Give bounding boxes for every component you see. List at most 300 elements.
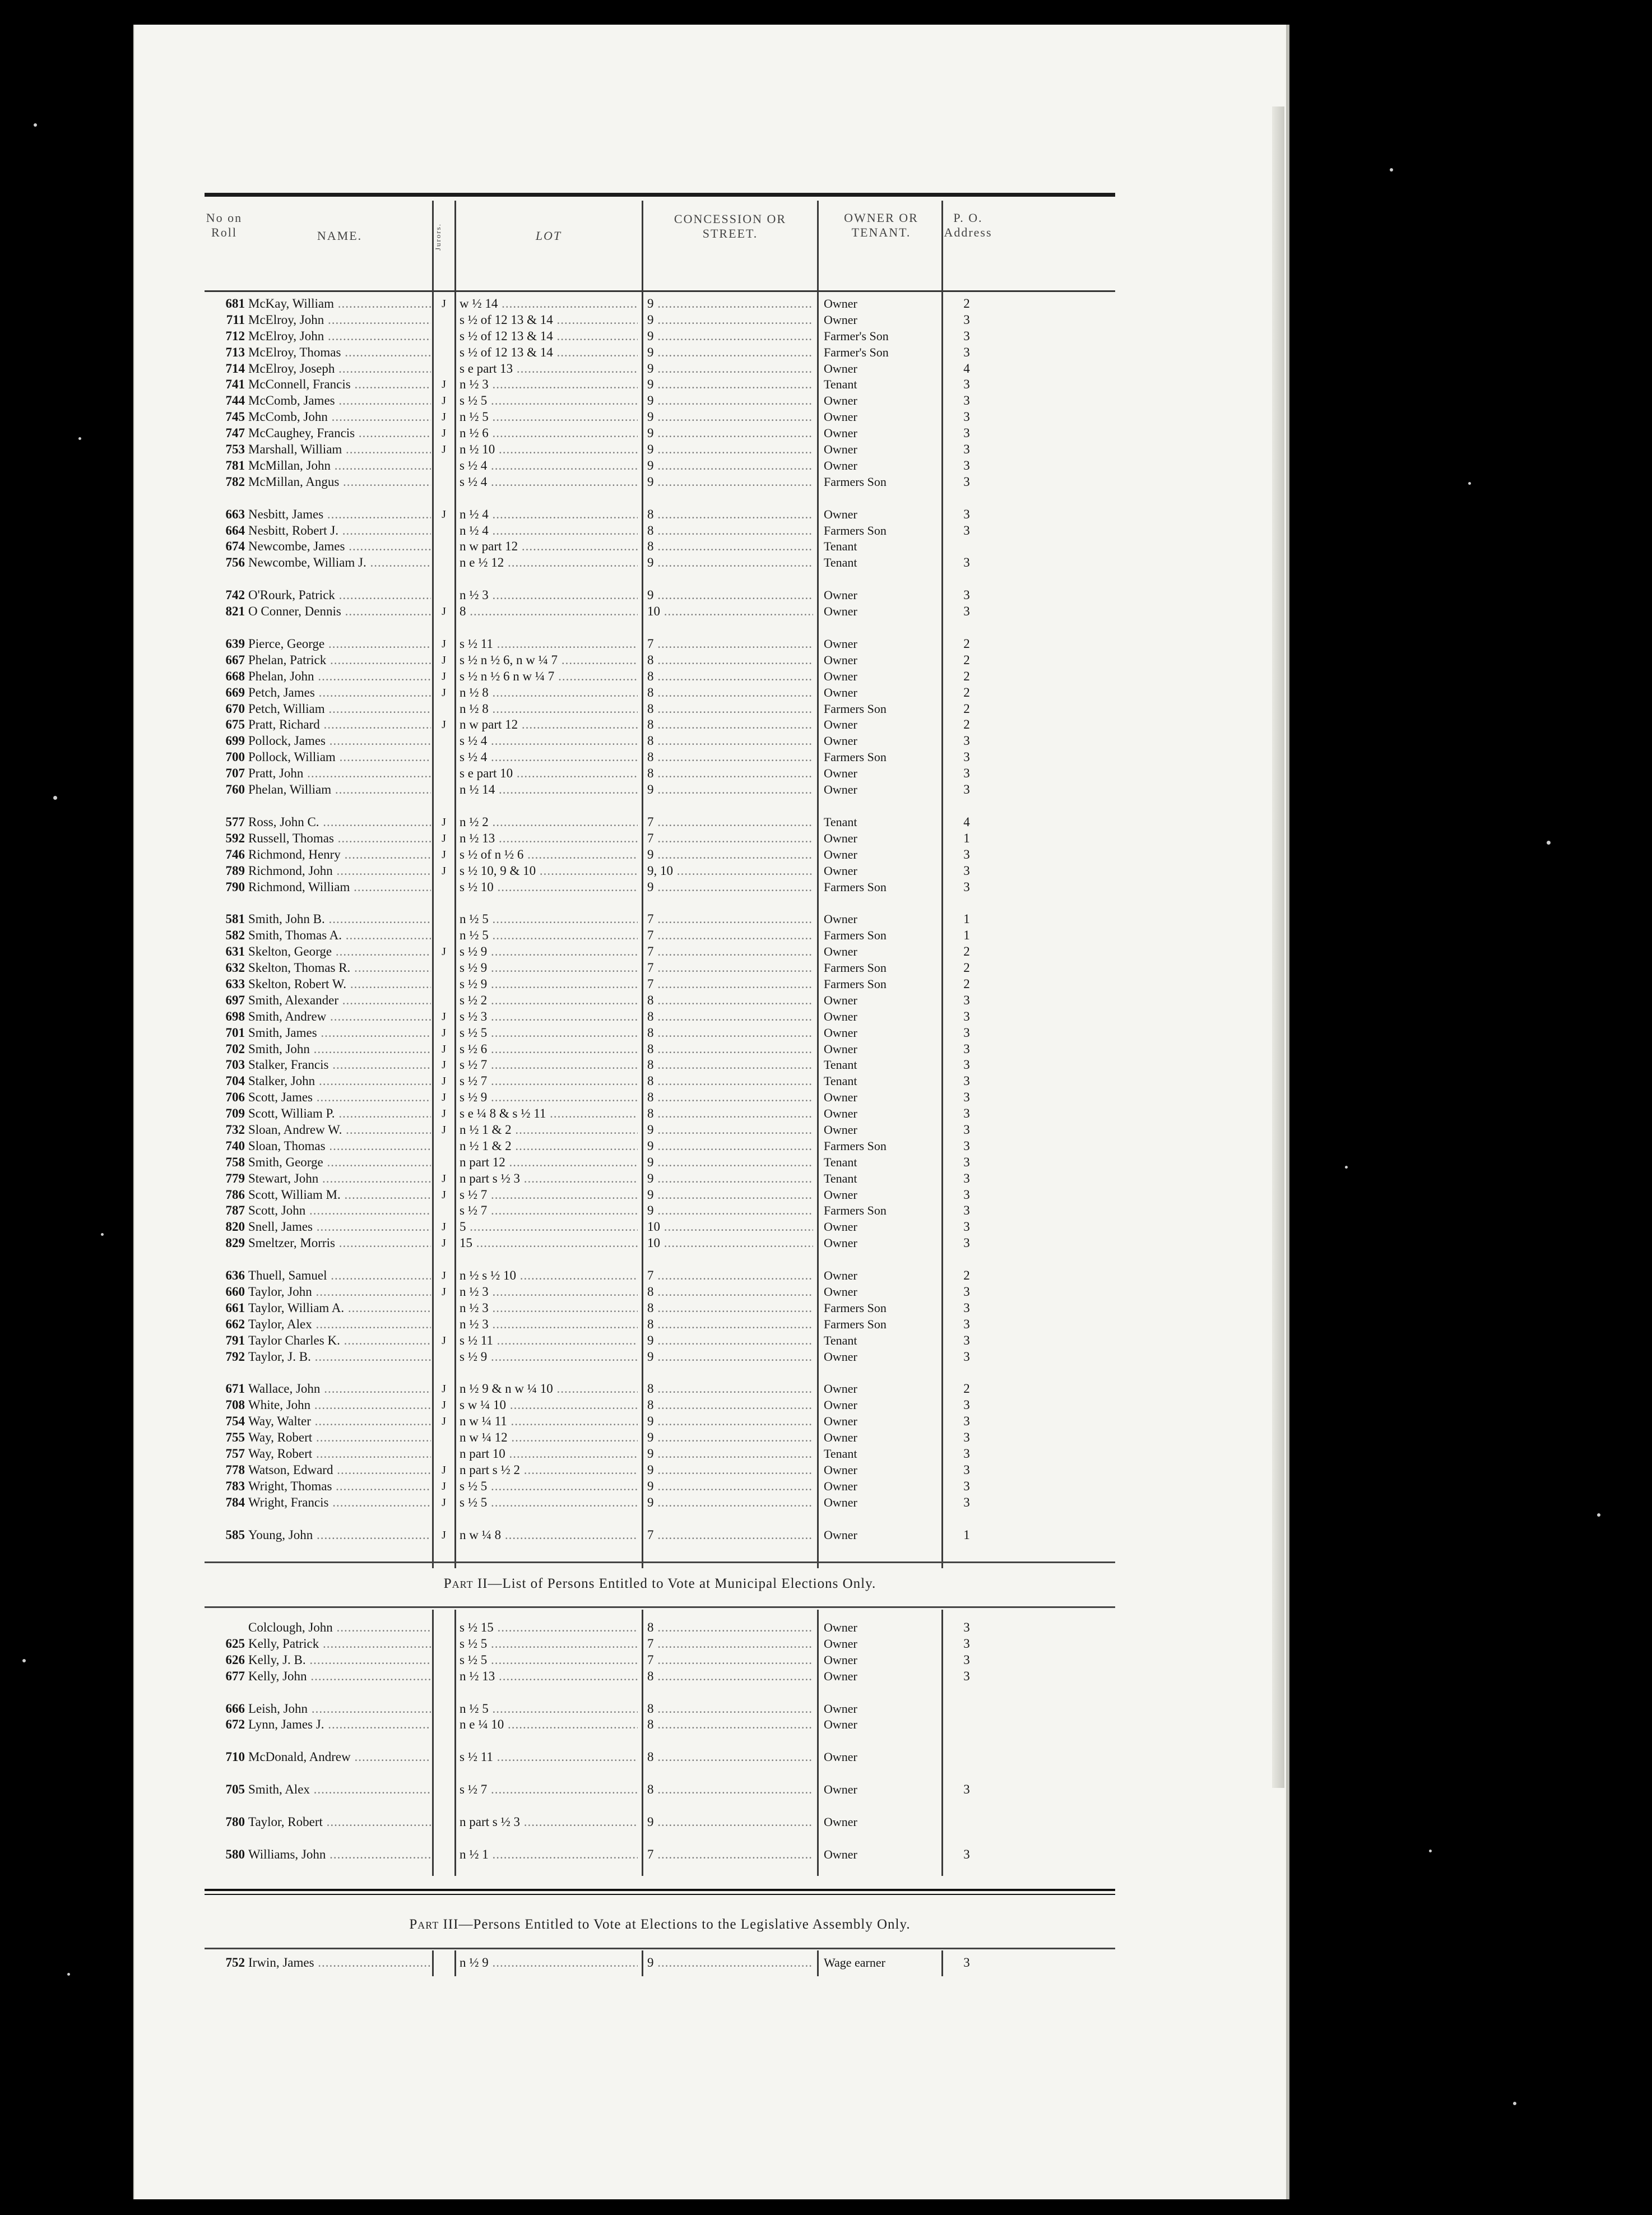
roll-number: 660 (225, 1284, 245, 1299)
lot: n ½ 10 ..... (460, 442, 638, 458)
voter-row (205, 1446, 1115, 1462)
roll-number: 789 (225, 863, 245, 878)
roll-number: 666 (225, 1701, 245, 1716)
voter-row (205, 328, 1115, 345)
owner-or-tenant: Tenant (824, 1447, 857, 1461)
roll-number: 670 (225, 701, 245, 716)
voter-name: Sloan, Thomas ..... (248, 1138, 431, 1155)
voter-name: Petch, James ..... (248, 685, 431, 701)
roll-number: 758 (225, 1155, 245, 1169)
po-address: 1 (963, 912, 970, 926)
owner-or-tenant: Farmers Son (824, 1203, 887, 1218)
lot: s ½ 5 ..... (460, 1652, 638, 1669)
po-address: 3 (963, 1636, 970, 1651)
roll-number: 752 (225, 1955, 245, 1970)
po-address: 3 (963, 863, 970, 878)
concession: 8 ..... (647, 1397, 813, 1414)
juror-mark: J (442, 1123, 446, 1136)
voter-name: Taylor, John ..... (248, 1284, 431, 1300)
po-address: 3 (963, 1106, 970, 1121)
roll-number: 784 (225, 1495, 245, 1509)
concession: 8 ..... (647, 1073, 813, 1090)
concession: 9 ..... (647, 1333, 813, 1349)
concession: 7 ..... (647, 814, 813, 831)
lot: n e ¼ 10 ..... (460, 1717, 638, 1733)
roll-number: 821 (225, 604, 245, 619)
owner-or-tenant: Owner (824, 1620, 857, 1634)
po-address: 2 (963, 944, 970, 959)
part2-top-rule (205, 1561, 1115, 1563)
roll-number: 700 (225, 750, 245, 764)
lot: s e part 13 ..... (460, 361, 638, 377)
owner-or-tenant: Tenant (824, 1074, 857, 1088)
owner-or-tenant: Owner (824, 1268, 857, 1283)
roll-number: 755 (225, 1430, 245, 1445)
concession: 8 ..... (647, 507, 813, 523)
concession: 8 ..... (647, 1025, 813, 1041)
lot: s ½ 7 ..... (460, 1073, 638, 1090)
lot: 5 ..... (460, 1219, 638, 1235)
header-no-on-roll: No on Roll (206, 211, 243, 239)
voter-row (205, 1479, 1115, 1495)
voter-row (205, 749, 1115, 766)
concession: 8 ..... (647, 652, 813, 669)
voter-name: Taylor, Robert ..... (248, 1814, 431, 1831)
voter-name: McComb, John ..... (248, 409, 431, 425)
voter-row (205, 1138, 1115, 1155)
po-address: 3 (963, 1349, 970, 1364)
owner-or-tenant: Owner (824, 1782, 857, 1797)
voter-name: Nesbitt, Robert J. ..... (248, 523, 431, 539)
concession: 9 ..... (647, 442, 813, 458)
lot: s ½ 6 ..... (460, 1041, 638, 1058)
voter-name: Kelly, Patrick ..... (248, 1636, 431, 1652)
voter-row (205, 1814, 1115, 1831)
owner-or-tenant: Wage earner (824, 1955, 885, 1970)
voter-group (205, 1782, 1115, 1798)
owner-or-tenant: Owner (824, 442, 857, 457)
voter-group (205, 636, 1115, 798)
voter-name: Stewart, John ..... (248, 1171, 431, 1187)
owner-or-tenant: Farmers Son (824, 879, 887, 894)
concession: 9 ..... (647, 1203, 813, 1219)
lot: n ½ 1 & 2 ..... (460, 1138, 638, 1155)
lot: 15 ..... (460, 1235, 638, 1252)
owner-or-tenant: Tenant (824, 814, 857, 829)
concession: 7 ..... (647, 1636, 813, 1652)
po-address: 3 (963, 555, 970, 570)
part2-title-text: —List of Persons Entitled to Vote at Municipal Elections Only. (488, 1576, 876, 1591)
juror-mark: J (442, 298, 446, 310)
lot: n w ¼ 11 ..... (460, 1414, 638, 1430)
lot: n ½ 5 ..... (460, 409, 638, 425)
lot: s ½ 7 ..... (460, 1187, 638, 1203)
voter-name: O'Rourk, Patrick ..... (248, 587, 431, 604)
owner-or-tenant: Farmers Son (824, 750, 887, 764)
juror-mark: J (442, 1026, 446, 1039)
juror-mark: J (442, 1415, 446, 1428)
lot: n ½ 3 ..... (460, 587, 638, 604)
concession: 8 ..... (647, 993, 813, 1009)
owner-or-tenant: Owner (824, 766, 857, 781)
owner-or-tenant: Farmers Son (824, 474, 887, 489)
roll-number: 783 (225, 1479, 245, 1493)
header-po-address: P. O. Address (944, 211, 992, 239)
voter-name: Smith, Alexander ..... (248, 993, 431, 1009)
juror-mark: J (442, 832, 446, 845)
concession: 8 ..... (647, 1620, 813, 1636)
voter-name: White, John ..... (248, 1397, 431, 1414)
voter-row (205, 976, 1115, 993)
lot: n ½ 9 & n w ¼ 10 ..... (460, 1381, 638, 1397)
owner-or-tenant: Tenant (824, 1171, 857, 1185)
voter-row (205, 442, 1115, 458)
voter-name: McElroy, Joseph ..... (248, 361, 431, 377)
juror-mark: J (442, 1463, 446, 1476)
concession: 8 ..... (647, 1041, 813, 1058)
header-name: NAME. (317, 229, 363, 243)
owner-or-tenant: Farmer's Son (824, 328, 889, 343)
lot: n ½ 13 ..... (460, 1669, 638, 1685)
lot: s ½ 10 ..... (460, 879, 638, 896)
voter-row (205, 1025, 1115, 1041)
roll-number: 662 (225, 1317, 245, 1331)
po-address: 3 (963, 377, 970, 392)
voter-name: Phelan, William ..... (248, 782, 431, 798)
po-address: 3 (963, 1122, 970, 1137)
po-address: 2 (963, 296, 970, 311)
voter-row (205, 831, 1115, 847)
voter-group (205, 507, 1115, 572)
concession: 8 ..... (647, 523, 813, 539)
owner-or-tenant: Owner (824, 1220, 857, 1234)
po-address: 2 (963, 669, 970, 683)
concession: 9 ..... (647, 1414, 813, 1430)
concession: 8 ..... (647, 717, 813, 733)
concession: 8 ..... (647, 1106, 813, 1122)
juror-mark: J (442, 1091, 446, 1104)
voter-name: McCaughey, Francis ..... (248, 425, 431, 442)
voter-name: McKay, William ..... (248, 296, 431, 312)
lot: n ½ 3 ..... (460, 1284, 638, 1300)
po-address: 2 (963, 961, 970, 975)
juror-mark: J (442, 395, 446, 407)
voter-name: Wallace, John ..... (248, 1381, 431, 1397)
po-address: 3 (963, 1041, 970, 1056)
voter-row (205, 1620, 1115, 1636)
po-address: 3 (963, 507, 970, 521)
lot: s e part 10 ..... (460, 766, 638, 782)
voter-name: Skelton, Robert W. ..... (248, 976, 431, 993)
lot: n part 10 ..... (460, 1446, 638, 1462)
po-address: 2 (963, 976, 970, 991)
voter-row (205, 425, 1115, 442)
lot: n ½ 5 ..... (460, 1701, 638, 1717)
roll-number: 675 (225, 717, 245, 732)
roll-number: 709 (225, 1106, 245, 1121)
voter-row (205, 1430, 1115, 1446)
po-address: 3 (963, 1669, 970, 1683)
roll-number: 703 (225, 1058, 245, 1072)
voter-row (205, 1717, 1115, 1733)
voter-row (205, 1268, 1115, 1284)
concession: 8 ..... (647, 1090, 813, 1106)
owner-or-tenant: Farmers Son (824, 928, 887, 943)
voter-name: Smith, James ..... (248, 1025, 431, 1041)
voter-row (205, 960, 1115, 976)
voter-name: Way, Robert ..... (248, 1446, 431, 1462)
voter-row (205, 928, 1115, 944)
owner-or-tenant: Owner (824, 1636, 857, 1651)
po-address: 4 (963, 361, 970, 376)
voter-row (205, 1333, 1115, 1349)
roll-number: 829 (225, 1236, 245, 1250)
roll-number: 671 (225, 1382, 245, 1396)
lot: n w ¼ 8 ..... (460, 1527, 638, 1544)
voter-row (205, 1381, 1115, 1397)
lot: s w ¼ 10 ..... (460, 1397, 638, 1414)
lot: s ½ 4 ..... (460, 733, 638, 749)
owner-or-tenant: Farmers Son (824, 1300, 887, 1315)
roll-number: 714 (225, 361, 245, 376)
lot: s ½ 11 ..... (460, 636, 638, 652)
owner-or-tenant: Owner (824, 669, 857, 683)
lot: n ½ s ½ 10 ..... (460, 1268, 638, 1284)
juror-mark: J (442, 1496, 446, 1509)
lot: n ½ 3 ..... (460, 1317, 638, 1333)
concession: 8 ..... (647, 1057, 813, 1073)
voter-row (205, 345, 1115, 361)
concession: 8 ..... (647, 766, 813, 782)
part3-table (205, 1955, 1115, 1971)
po-address: 2 (963, 685, 970, 699)
top-rule (205, 193, 1115, 197)
po-address: 1 (963, 928, 970, 943)
lot: n w ¼ 12 ..... (460, 1430, 638, 1446)
voter-name: Scott, James ..... (248, 1090, 431, 1106)
po-address: 3 (963, 328, 970, 343)
po-address: 3 (963, 458, 970, 472)
juror-mark: J (442, 686, 446, 699)
voter-name: Nesbitt, James ..... (248, 507, 431, 523)
voter-row (205, 1090, 1115, 1106)
voter-name: McElroy, John ..... (248, 328, 431, 345)
roll-number: 711 (226, 312, 245, 327)
roll-number: 702 (225, 1041, 245, 1056)
owner-or-tenant: Owner (824, 604, 857, 619)
voter-name: Richmond, John ..... (248, 863, 431, 879)
roll-number: 698 (225, 1009, 245, 1023)
voter-row (205, 393, 1115, 409)
roll-number: 753 (225, 442, 245, 457)
owner-or-tenant: Farmers Son (824, 1138, 887, 1153)
lot: n w part 12 ..... (460, 539, 638, 555)
part2-title (205, 1576, 1115, 1592)
po-address: 3 (963, 1284, 970, 1299)
voter-row (205, 409, 1115, 425)
voter-group (205, 1814, 1115, 1831)
owner-or-tenant: Tenant (824, 377, 857, 392)
owner-or-tenant: Farmers Son (824, 523, 887, 537)
voter-row (205, 361, 1115, 377)
owner-or-tenant: Owner (824, 296, 857, 311)
voter-row (205, 377, 1115, 393)
roll-number: 742 (225, 588, 245, 603)
voter-row (205, 636, 1115, 652)
voter-name: Scott, William P. ..... (248, 1106, 431, 1122)
po-address: 3 (963, 1090, 970, 1105)
juror-mark: J (442, 411, 446, 424)
concession: 9 ..... (647, 587, 813, 604)
concession: 9 ..... (647, 361, 813, 377)
owner-or-tenant: Tenant (824, 539, 857, 554)
roll-number: 663 (225, 507, 245, 521)
voter-name: Smeltzer, Morris ..... (248, 1235, 431, 1252)
owner-or-tenant: Owner (824, 944, 857, 959)
voter-row (205, 1203, 1115, 1219)
voter-row (205, 1749, 1115, 1765)
po-address: 3 (963, 1620, 970, 1634)
voter-row (205, 458, 1115, 474)
concession: 8 ..... (647, 1782, 813, 1798)
roll-number: 744 (225, 393, 245, 408)
concession: 7 ..... (647, 976, 813, 993)
voter-row (205, 587, 1115, 604)
voter-name: Pollock, William ..... (248, 749, 431, 766)
voter-name: Snell, James ..... (248, 1219, 431, 1235)
part3-title (205, 1917, 1115, 1933)
juror-mark: J (442, 605, 446, 618)
owner-or-tenant: Owner (824, 1701, 857, 1716)
concession: 8 ..... (647, 701, 813, 717)
lot: s ½ 9 ..... (460, 1349, 638, 1365)
voter-row (205, 879, 1115, 896)
juror-mark: J (442, 946, 446, 958)
concession: 8 ..... (647, 669, 813, 685)
concession: 7 ..... (647, 1527, 813, 1544)
po-address: 3 (963, 1955, 970, 1970)
voter-name: Scott, William M. ..... (248, 1187, 431, 1203)
lot: n part s ½ 3 ..... (460, 1171, 638, 1187)
roll-number: 712 (225, 328, 245, 343)
roll-number: 747 (225, 426, 245, 441)
concession: 9 ..... (647, 555, 813, 571)
po-address: 3 (963, 1317, 970, 1331)
po-address: 3 (963, 782, 970, 797)
lot: s e ¼ 8 & s ½ 11 ..... (460, 1106, 638, 1122)
lot: s ½ 9 ..... (460, 944, 638, 960)
po-address: 3 (963, 1462, 970, 1477)
voter-name: Taylor, William A. ..... (248, 1300, 431, 1317)
owner-or-tenant: Owner (824, 1462, 857, 1477)
roll-number: 681 (225, 296, 245, 311)
roll-number: 756 (225, 555, 245, 570)
po-address: 3 (963, 1398, 970, 1412)
po-address: 3 (963, 474, 970, 489)
owner-or-tenant: Owner (824, 1479, 857, 1493)
voter-row (205, 1219, 1115, 1235)
voter-row (205, 944, 1115, 960)
po-address: 3 (963, 1447, 970, 1461)
lot: n ½ 8 ..... (460, 701, 638, 717)
owner-or-tenant: Owner (824, 458, 857, 472)
voter-name: Phelan, Patrick ..... (248, 652, 431, 669)
roll-number: 585 (225, 1527, 245, 1542)
concession: 9 ..... (647, 1138, 813, 1155)
juror-mark: J (442, 1059, 446, 1072)
concession: 9 ..... (647, 393, 813, 409)
part2-bottom-rule (205, 1606, 1115, 1608)
concession: 8 ..... (647, 733, 813, 749)
part1-table (205, 296, 1115, 1559)
voter-row (205, 1636, 1115, 1652)
voter-name: Ross, John C. ..... (248, 814, 431, 831)
owner-or-tenant: Owner (824, 831, 857, 845)
owner-or-tenant: Owner (824, 1349, 857, 1364)
lot: s ½ n ½ 6 n w ¼ 7 ..... (460, 669, 638, 685)
lot: n w part 12 ..... (460, 717, 638, 733)
concession: 9 ..... (647, 782, 813, 798)
concession: 7 ..... (647, 944, 813, 960)
voter-name: Skelton, George ..... (248, 944, 431, 960)
voter-name: Marshall, William ..... (248, 442, 431, 458)
voter-name: Kelly, J. B. ..... (248, 1652, 431, 1669)
concession: 9 ..... (647, 1479, 813, 1495)
lot: n ½ 9 ..... (460, 1955, 638, 1971)
voter-group (205, 1701, 1115, 1734)
lot: n ½ 4 ..... (460, 507, 638, 523)
lot: s ½ 7 ..... (460, 1203, 638, 1219)
juror-mark: J (442, 508, 446, 521)
po-address: 3 (963, 1300, 970, 1315)
owner-or-tenant: Farmers Son (824, 701, 887, 716)
voter-name: Young, John ..... (248, 1527, 431, 1544)
concession: 9 ..... (647, 1122, 813, 1138)
roll-number: 740 (225, 1138, 245, 1153)
lot: n ½ 6 ..... (460, 425, 638, 442)
voter-row (205, 555, 1115, 571)
voter-group (205, 911, 1115, 1252)
owner-or-tenant: Owner (824, 1527, 857, 1542)
lot: w ½ 14 ..... (460, 296, 638, 312)
owner-or-tenant: Owner (824, 1236, 857, 1250)
concession: 9 ..... (647, 377, 813, 393)
juror-mark: J (442, 1188, 446, 1201)
voter-name: Smith, Andrew ..... (248, 1009, 431, 1025)
concession: 9 ..... (647, 1462, 813, 1479)
po-address: 3 (963, 993, 970, 1007)
voter-row (205, 717, 1115, 733)
concession: 8 ..... (647, 1381, 813, 1397)
po-address: 3 (963, 1782, 970, 1797)
owner-or-tenant: Owner (824, 1717, 857, 1732)
po-address: 3 (963, 1847, 970, 1862)
owner-or-tenant: Owner (824, 993, 857, 1007)
concession: 8 ..... (647, 1701, 813, 1717)
lot: s ½ 7 ..... (460, 1782, 638, 1798)
lot: n ½ 1 & 2 ..... (460, 1122, 638, 1138)
voter-row (205, 1171, 1115, 1187)
roll-number: 582 (225, 928, 245, 943)
voter-row (205, 1397, 1115, 1414)
owner-or-tenant: Owner (824, 1430, 857, 1445)
po-address: 3 (963, 1430, 970, 1445)
voter-name: McConnell, Francis ..... (248, 377, 431, 393)
concession: 7 ..... (647, 636, 813, 652)
owner-or-tenant: Owner (824, 393, 857, 408)
voter-row (205, 1495, 1115, 1511)
concession: 8 ..... (647, 749, 813, 766)
